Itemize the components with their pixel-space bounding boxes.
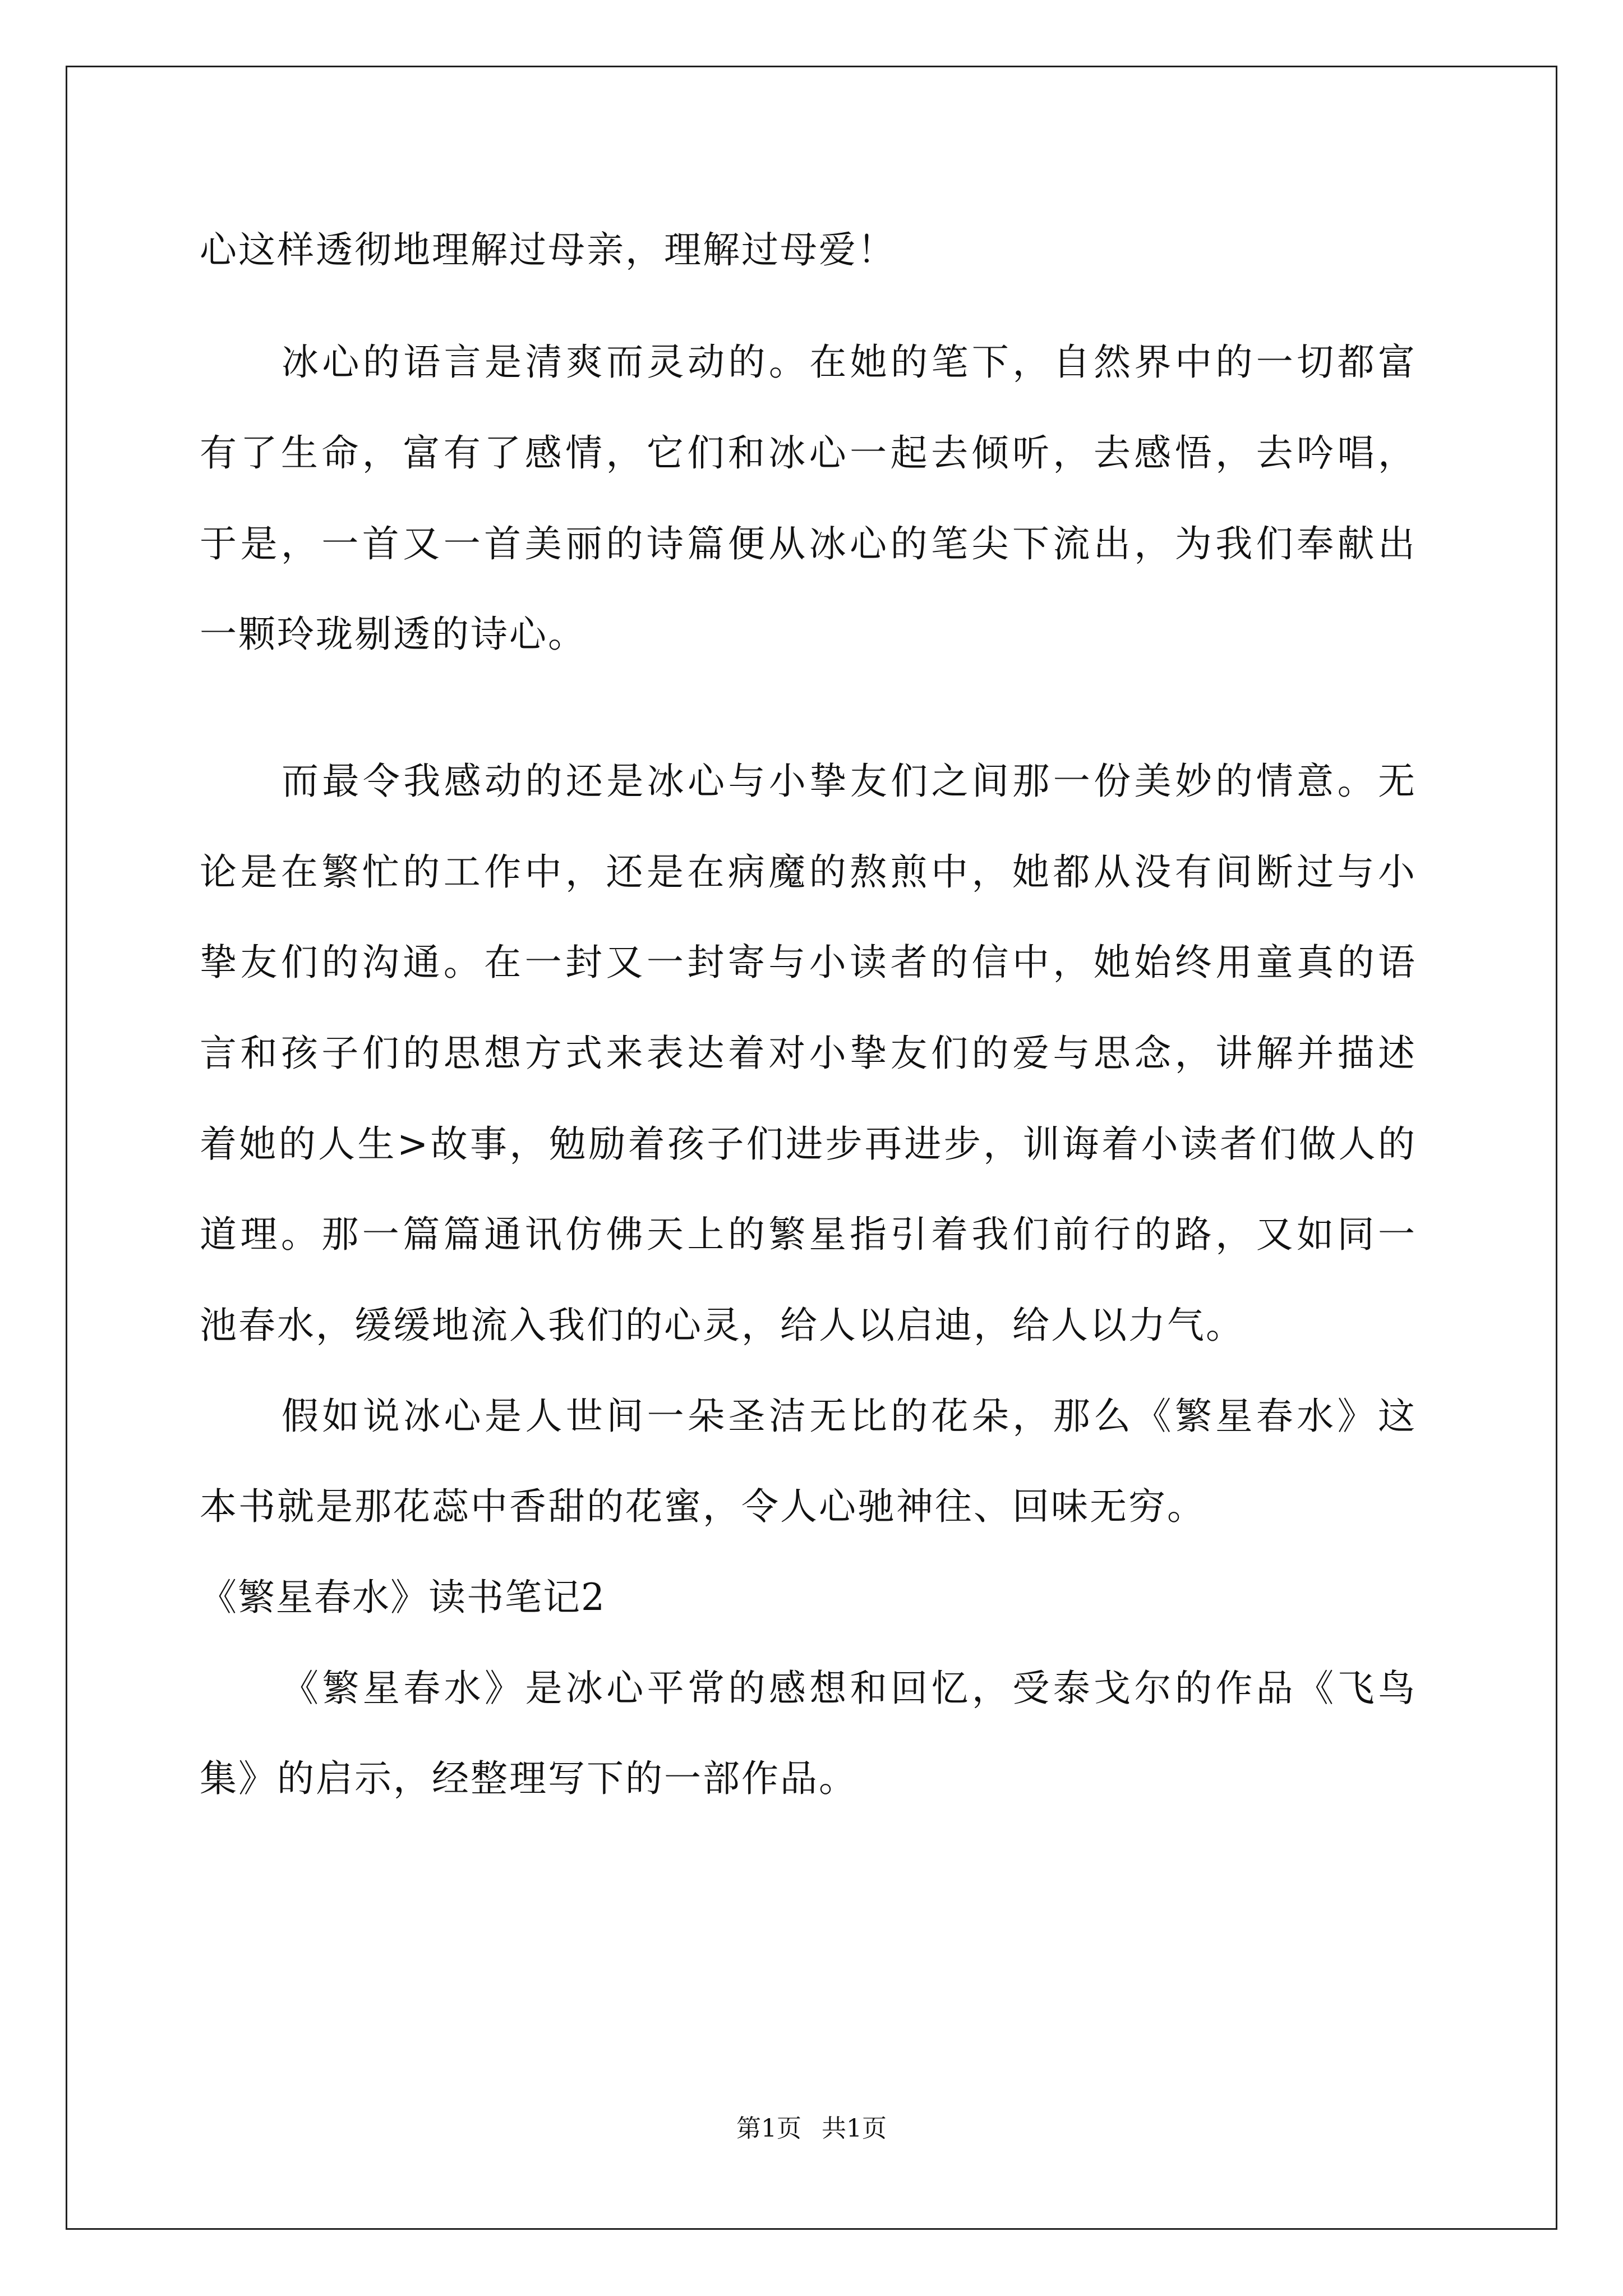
- text-line: 池春水，缓缓地流入我们的心灵，给人以启迪，给人以力气。: [200, 1304, 1244, 1347]
- paragraph-first-line: 而最令我感动的还是冰心与小挚友们之间那一份美妙的情意。无: [282, 760, 1417, 803]
- text-line: 有了生命，富有了感情，它们和冰心一起去倾听，去感悟，去吟唱，: [200, 431, 1417, 475]
- text-line: 集》的启示，经整理写下的一部作品。: [200, 1757, 857, 1800]
- text-line: 于是，一首又一首美丽的诗篇便从冰心的笔尖下流出，为我们奉献出: [200, 522, 1417, 565]
- paragraph-first-line: 假如说冰心是人世间一朵圣洁无比的花朵，那么《繁星春水》这: [282, 1395, 1417, 1438]
- paragraph-first-line: 冰心的语言是清爽而灵动的。在她的笔下，自然界中的一切都富: [282, 341, 1417, 384]
- page-number: 第1页: [736, 2114, 801, 2143]
- page-footer: [0, 2114, 1623, 2144]
- text-line: 心这样透彻地理解过母亲，理解过母爱！: [200, 228, 896, 272]
- page-total: 共1页: [822, 2114, 887, 2143]
- text-line: 道理。那一篇篇通讯仿佛天上的繁星指引着我们前行的路，又如同一: [200, 1213, 1417, 1256]
- text-line: 一颗玲珑剔透的诗心。: [200, 613, 587, 656]
- text-line: 挚友们的沟通。在一封又一封寄与小读者的信中，她始终用童真的语: [200, 941, 1417, 984]
- text-line: 言和孩子们的思想方式来表达着对小挚友们的爱与思念，讲解并描述: [200, 1032, 1417, 1075]
- text-line: 着她的人生>故事，勉励着孩子们进步再进步，训诲着小读者们做人的: [200, 1122, 1417, 1166]
- text-line: 论是在繁忙的工作中，还是在病魔的熬煎中，她都从没有间断过与小: [200, 850, 1417, 894]
- section-heading: 《繁星春水》读书笔记2: [200, 1576, 606, 1619]
- text-line: 本书就是那花蕊中香甜的花蜜，令人心驰神往、回味无穷。: [200, 1485, 1206, 1528]
- paragraph-first-line: 《繁星春水》是冰心平常的感想和回忆，受泰戈尔的作品《飞鸟: [282, 1667, 1417, 1710]
